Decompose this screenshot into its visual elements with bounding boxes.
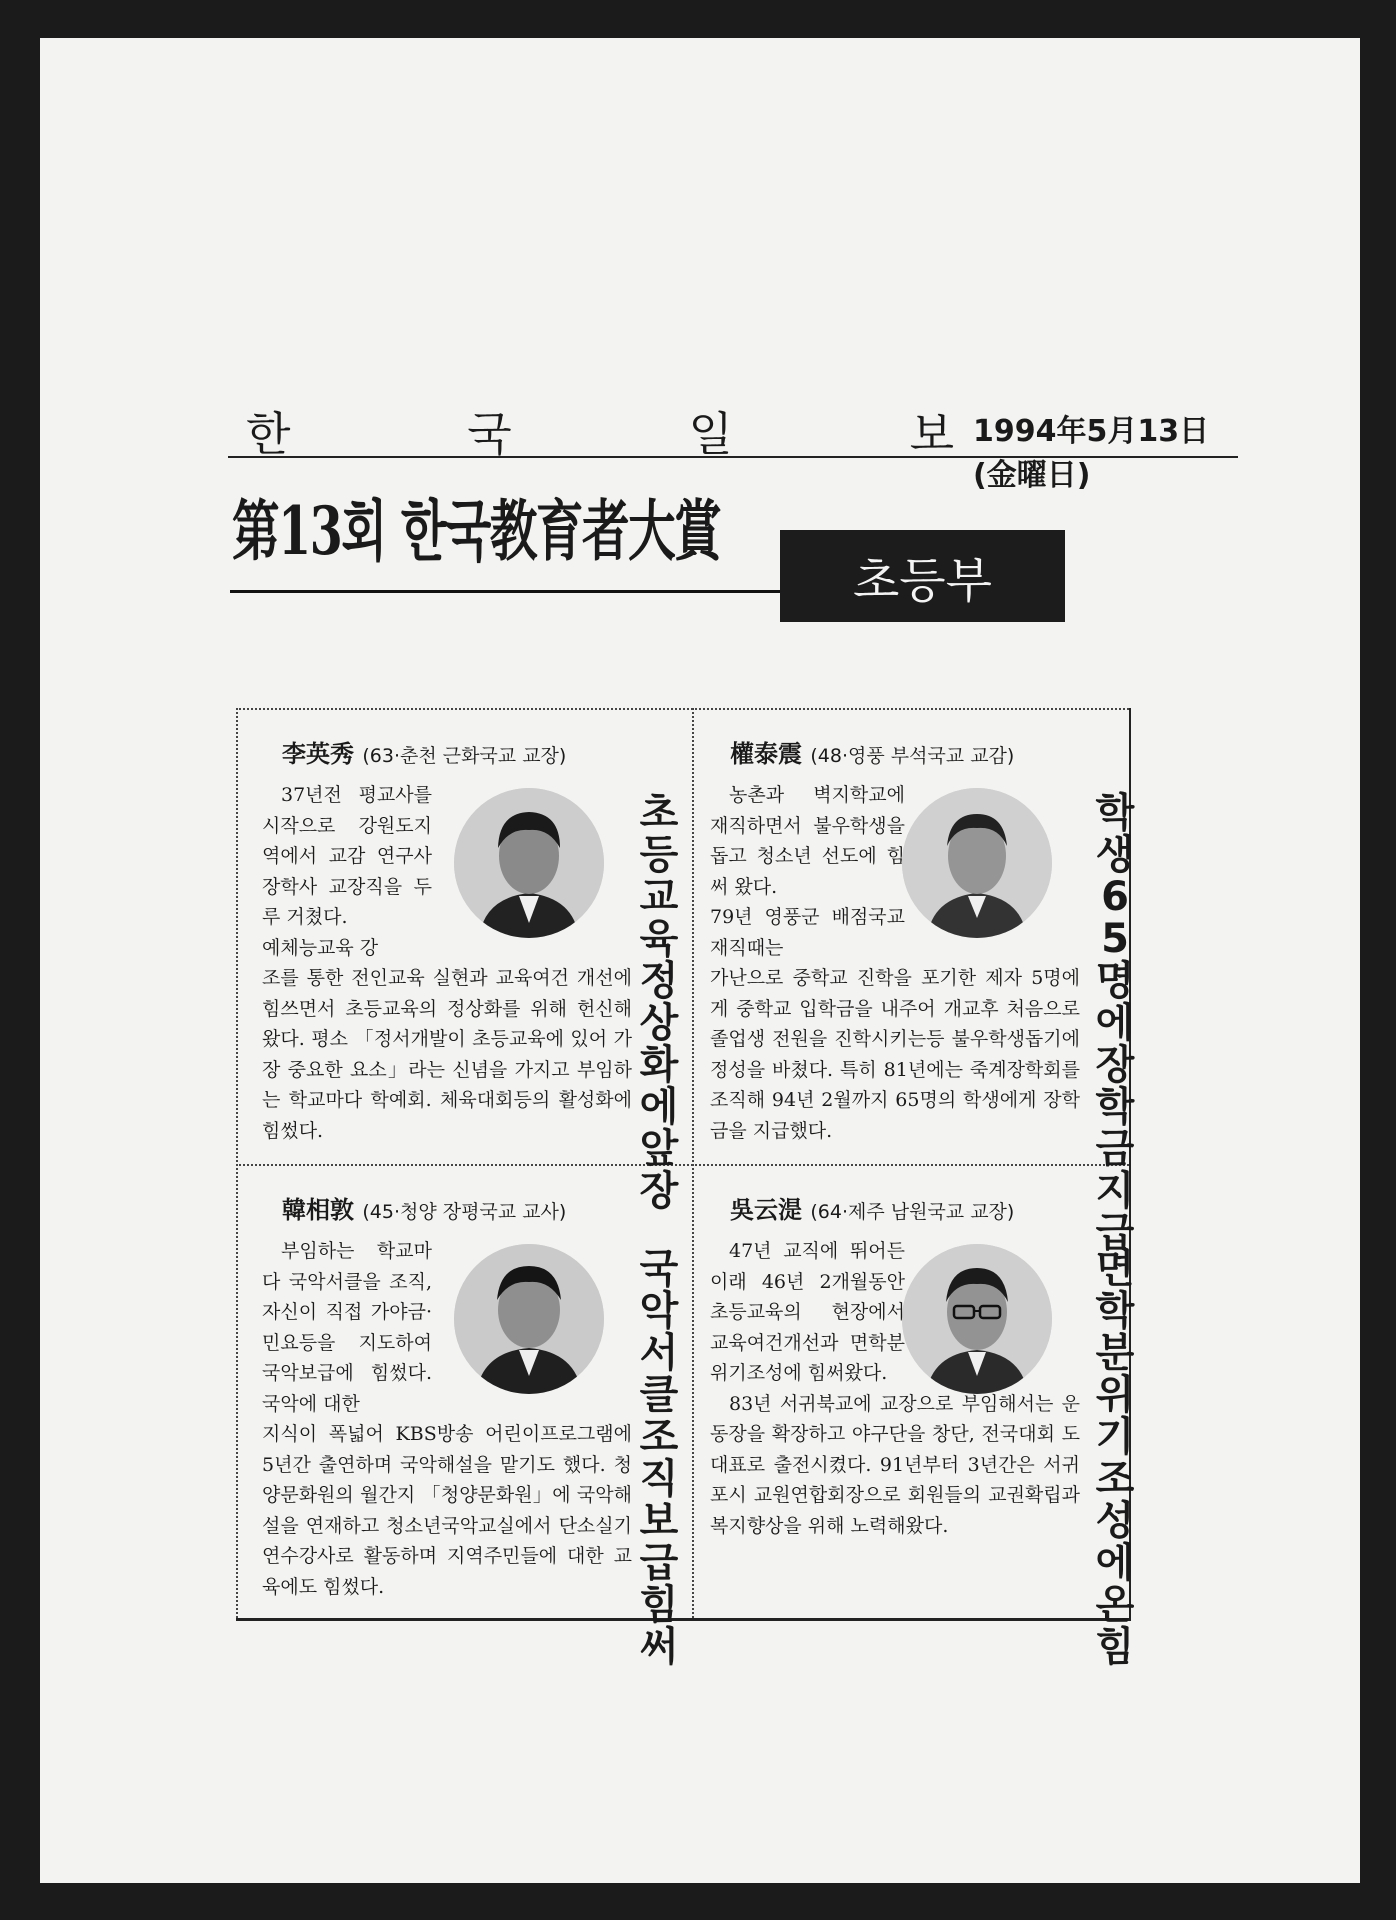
profile-name: 韓相敦 (45·청양 장평국교 교사)	[282, 1195, 567, 1224]
division-label: 초등부	[780, 530, 1065, 622]
profile-body: 37년전 평교사를 시작으로 강원도지역에서 교감 연구사 장학사 교장직을 두루 거쳤다. 예체능교육 강 조를 통한 전인교육 실현과 교육여건 개선에 힘쓰면서 초등교육의 정상화를 위해 헌신해 왔다. 평소 「정서개발이 초등교육에 있어 가장 중요한 요소」라는 신념을 가지고 부임하는 학교마다 학예회. 체육대회등의 활성화에 힘썼다.	[262, 784, 632, 1142]
profile-headline: 국악서클조직 보급 힘써	[639, 1246, 679, 1670]
masthead	[228, 398, 1238, 493]
name-char-1: 한	[246, 407, 293, 461]
profile-body: 부임하는 학교마다 국악서클을 조직, 자신이 직접 가야금·민요등을 지도하여 국악보급에 힘썼다. 국악에 대한 지식이 폭넓어 KBS방송 어린이프로그램에 5년간 출연하며 국악해설을 맡기도 했다. 청양문화원의 월간지 「청양문화원」에 국악해설을 연재하고 청소년국악교실에서 단소실기 연수강사로 활동하며 지역주민들에 대한 교육에도 힘썼다.	[262, 1240, 632, 1598]
name-char-2: 국	[467, 407, 514, 461]
name-char-3: 일	[688, 407, 735, 461]
name-char-4: 보	[909, 407, 956, 461]
profile-card	[242, 1164, 682, 1670]
profile-name: 吳云湜 (64·제주 남원국교 교장)	[730, 1195, 1015, 1224]
profile-headline: 면학분위기 조성에 온힘	[1095, 1246, 1135, 1670]
profile-body: 농촌과 벽지학교에 재직하면서 불우학생을 돕고 청소년 선도에 힘써 왔다. 79년 영풍군 배점국교 재직때는 가난으로 중학교 진학을 포기한 제자 5명에게 중학교 입학금을 내주어 개교후 처음으로 졸업생 전원을 진학시키는등 불우학생돕기에 정성을 바쳤다. 특히 81년에는 죽계장학회를 조직해 94년 2월까지 65명의 학생에게 장학금을 지급했다.	[710, 784, 1080, 1142]
award-title: 第13회 한국教育者大賞	[232, 492, 721, 570]
profile-name: 權泰震 (48·영풍 부석국교 교감)	[730, 739, 1015, 768]
profile-body: 47년 교직에 뛰어든 이래 46년 2개월동안 초등교육의 현장에서 교육여건개선과 면학분위기조성에 힘써왔다. 83년 서귀북교에 교장으로 부임해서는 운동장을 확장하고 야구단을 창단, 전국대회 도대표로 출전시켰다. 91년부터 3년간은 서귀포시 교원연합회장으로 회원들의 교권확립과 복지향상을 위해 노력해왔다.	[710, 1240, 1080, 1537]
newspaper-name	[246, 398, 956, 464]
grid-left-rule	[236, 708, 238, 1618]
profile-card	[690, 1164, 1135, 1670]
issue-date: 1994年5月13日 (金曜日)	[973, 414, 1210, 493]
title-rule	[230, 590, 790, 593]
profile-name: 李英秀 (63·춘천 근화국교 교장)	[282, 739, 567, 768]
profile-headline: 초등교육 정상화에 앞장	[639, 790, 679, 1214]
profiles-grid	[236, 708, 1135, 1670]
profile-headline: 학생65명에 장학금 지급	[1095, 790, 1135, 1256]
